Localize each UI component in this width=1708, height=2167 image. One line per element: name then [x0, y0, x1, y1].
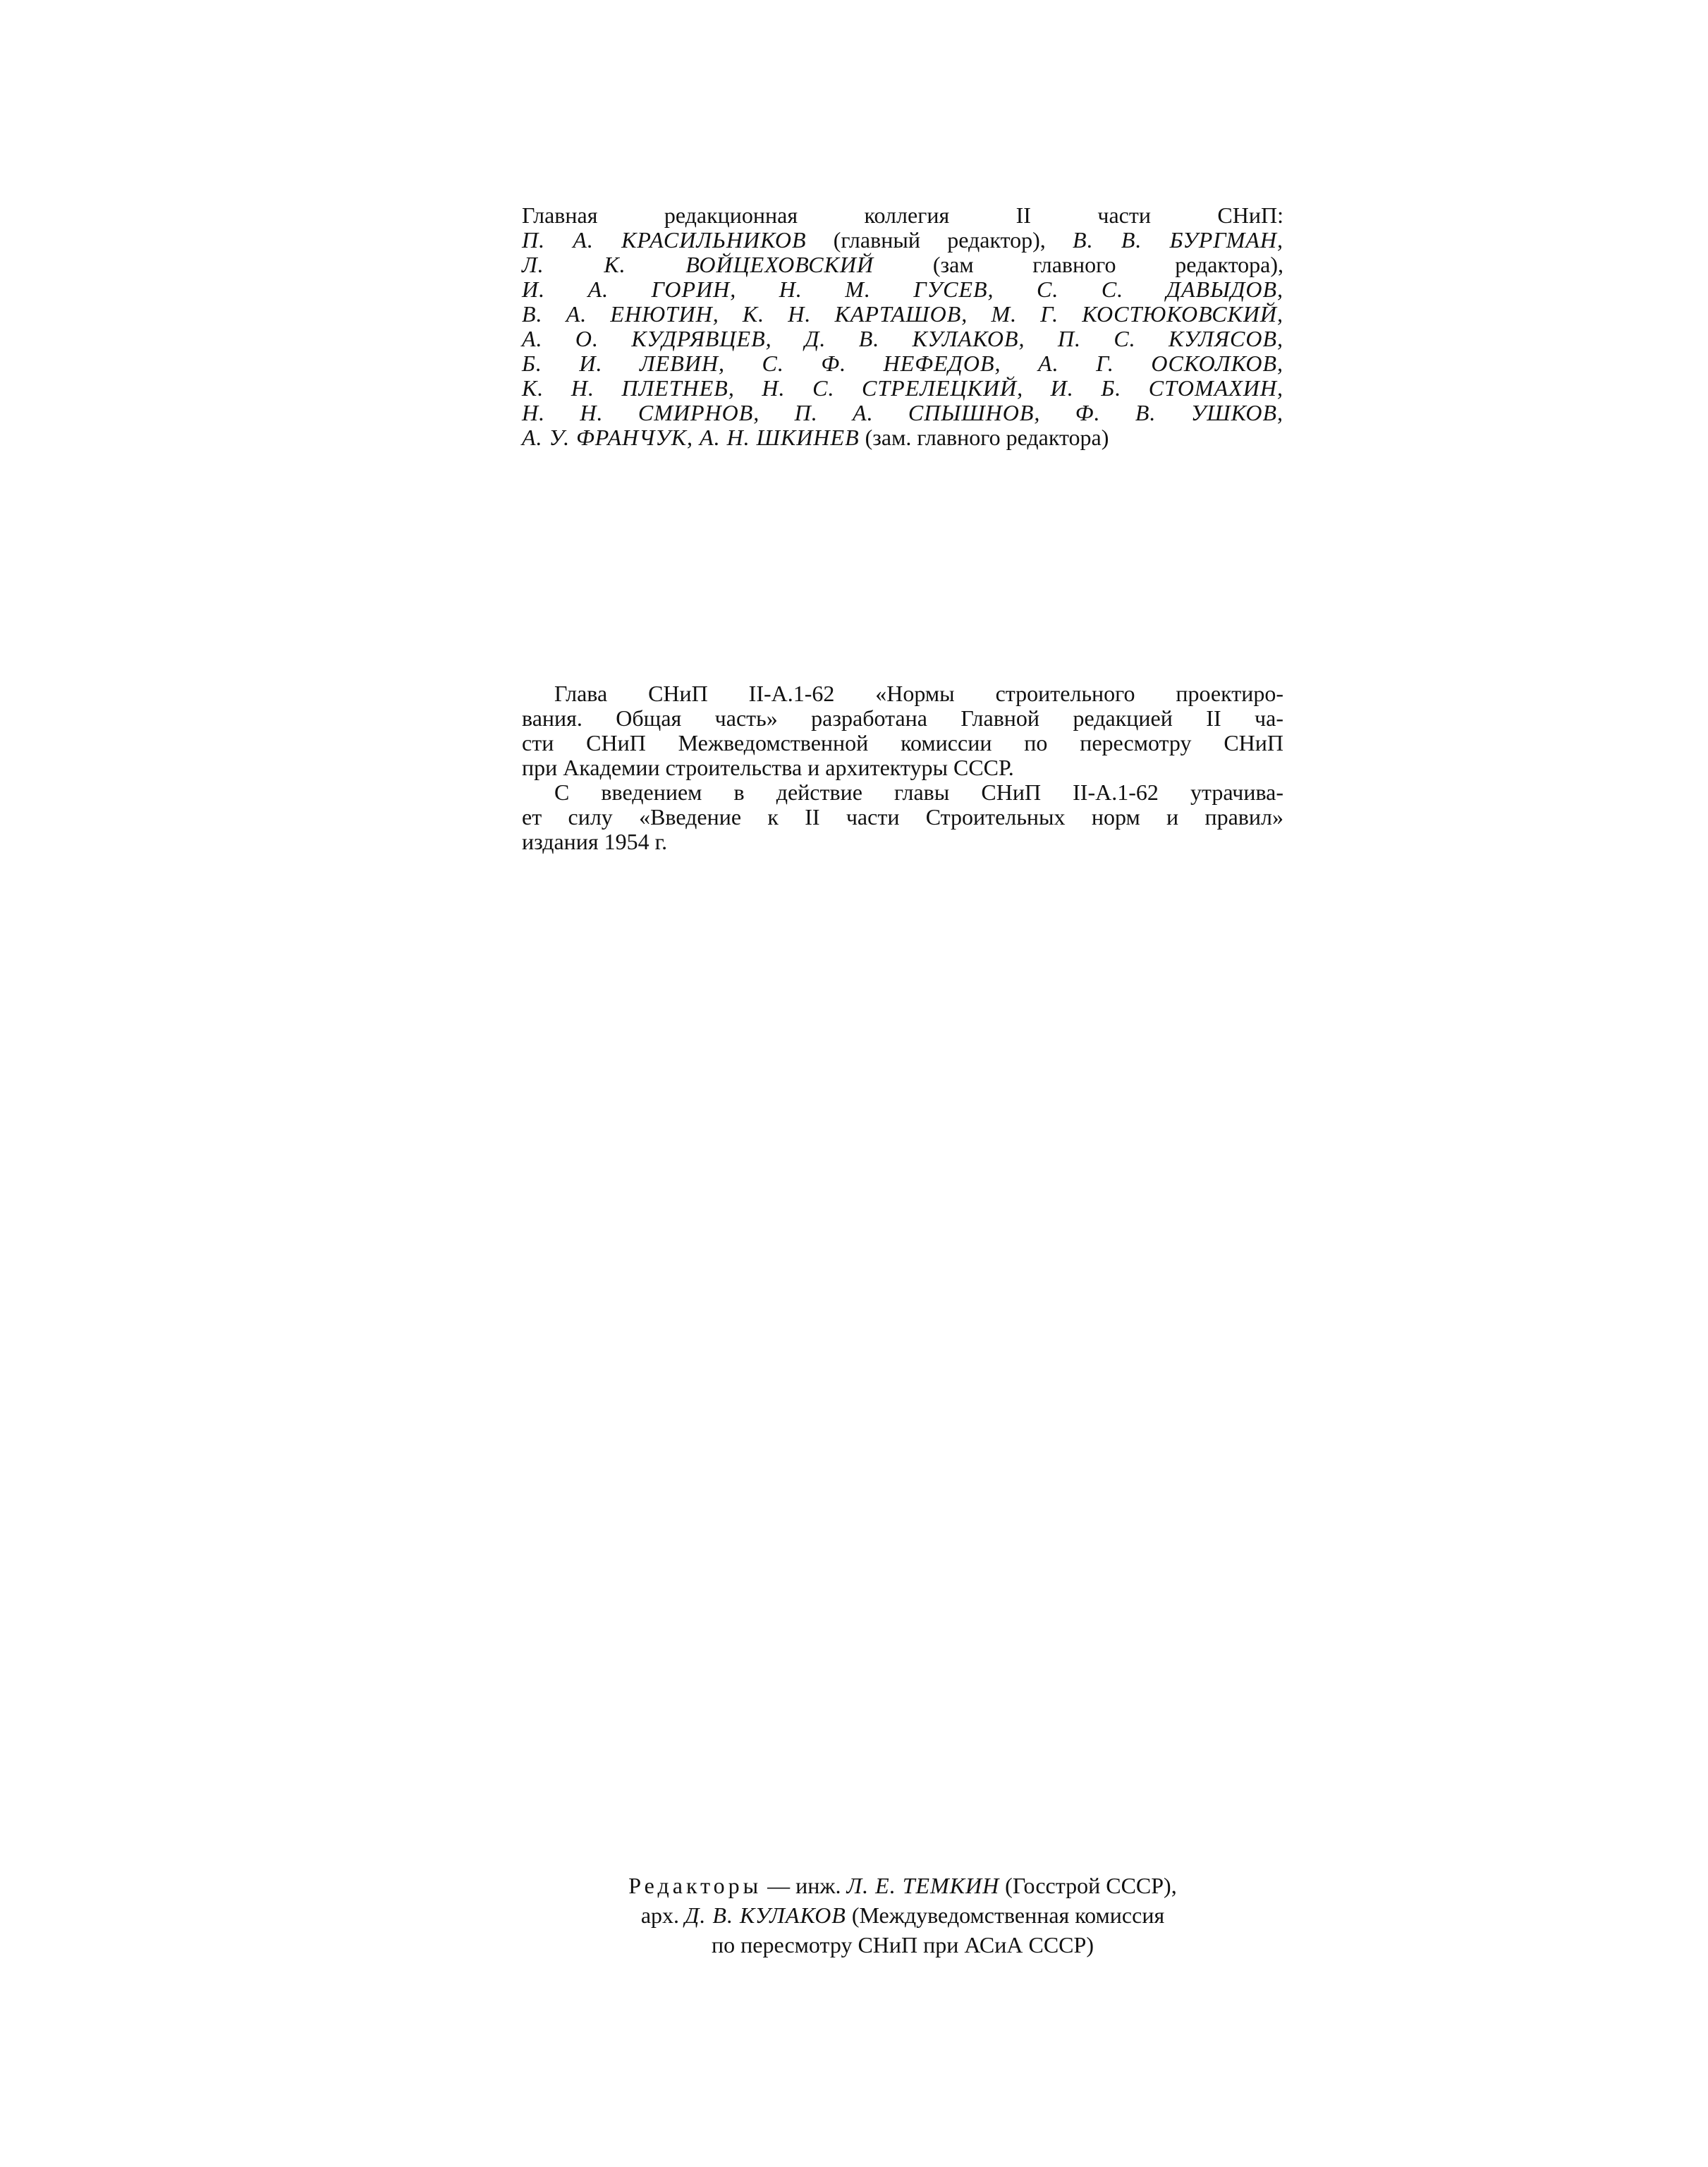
editors-credit [522, 1871, 1283, 1960]
board-name: А. У. ФРАНЧУК, А. Н. ШКИНЕВ [522, 425, 860, 450]
editors-line [522, 1871, 1283, 1900]
intro-line: Глава СНиП II-А.1-62 «Нормы строительного проектиро- [554, 681, 1283, 706]
board-line [522, 425, 1283, 450]
editors-text: по пересмотру СНиП при АСиА СССР) [712, 1932, 1094, 1957]
board-name: Л. К. ВОЙЦЕХОВСКИЙ [522, 252, 874, 277]
board-line [522, 253, 1283, 277]
board-line [522, 277, 1283, 302]
board-name: В. А. ЕНЮТИН, К. Н. КАРТАШОВ, М. Г. КОСТЮКОВСКИЙ, [522, 301, 1283, 327]
board-line [522, 376, 1283, 401]
editor-name: Д. В. КУЛАКОВ [685, 1902, 846, 1928]
editor-name: Л. Е. ТЕМКИН [846, 1873, 1000, 1898]
board-line [522, 302, 1283, 327]
intro-line: сти СНиП Межведомственной комиссии по пересмотру СНиП [522, 730, 1283, 755]
editorial-board-paragraph [522, 203, 1283, 450]
intro-line: вания. Общая часть» разработана Главной редакцией II ча- [522, 705, 1283, 731]
intro-line: издания 1954 г. [522, 829, 668, 854]
editors-text: (Междуведомственная комиссия [846, 1902, 1165, 1928]
intro-line: С введением в действие главы СНиП II-А.1-62 утрачива- [554, 779, 1283, 805]
editors-heading: Редакторы [628, 1873, 762, 1898]
board-line [522, 203, 1283, 228]
board-name: П. А. КРАСИЛЬНИКОВ [522, 227, 807, 253]
editors-text: (Госстрой СССР), [999, 1873, 1177, 1898]
intro-paragraph [522, 681, 1283, 854]
board-line [522, 327, 1283, 351]
board-name: А. О. КУДРЯВЦЕВ, Д. В. КУЛАКОВ, П. С. КУЛЯСОВ, [522, 326, 1283, 351]
board-name: Б. И. ЛЕВИН, С. Ф. НЕФЕДОВ, А. Г. ОСКОЛКОВ, [522, 351, 1283, 376]
board-line [522, 351, 1283, 376]
board-line [522, 228, 1283, 253]
board-text: (главный редактор), [806, 227, 1073, 253]
intro-line: при Академии строительства и архитектуры СССР. [522, 755, 1014, 780]
intro-line: ет силу «Введение к II части Строительных норм и правил» [522, 804, 1283, 830]
editors-text: арх. [640, 1902, 685, 1928]
board-line [522, 401, 1283, 425]
board-name: В. В. БУРГМАН, [1073, 227, 1284, 253]
board-text: Главная редакционная коллегия II части СНиП: [522, 202, 1283, 228]
board-text: (зам. главного редактора) [859, 425, 1109, 450]
board-name: Н. Н. СМИРНОВ, П. А. СПЫШНОВ, Ф. В. УШКОВ, [522, 400, 1283, 425]
board-name: К. Н. ПЛЕТНЕВ, Н. С. СТРЕЛЕЦКИЙ, И. Б. СТОМАХИН, [522, 375, 1283, 401]
board-name: И. А. ГОРИН, Н. М. ГУСЕВ, С. С. ДАВЫДОВ, [522, 277, 1283, 302]
editors-line [522, 1930, 1283, 1960]
editors-line [522, 1900, 1283, 1930]
editors-text: — инж. [762, 1873, 847, 1898]
board-text: (зам главного редактора), [874, 252, 1284, 277]
